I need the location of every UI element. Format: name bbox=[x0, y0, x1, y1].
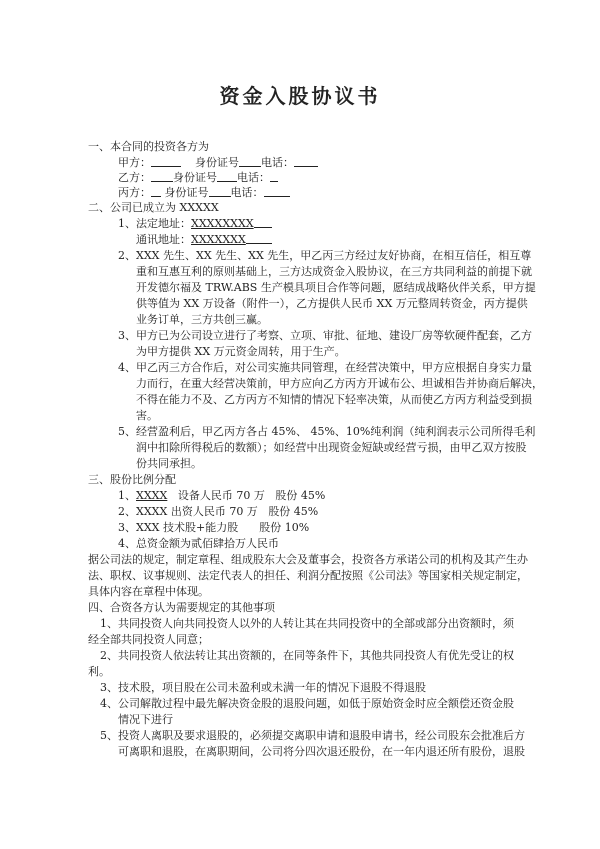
mail-address-blank bbox=[246, 232, 272, 244]
s4-item-1 bbox=[100, 616, 514, 631]
s4-item-1-num: 1、 bbox=[100, 617, 118, 630]
section-4-heading: 四、合资各方认为需要规定的其他事项 bbox=[88, 601, 275, 614]
s2-item-2-line-5: 业务订单，三方共创三赢。 bbox=[136, 313, 268, 326]
party-bing-line bbox=[118, 185, 290, 200]
share-row-4-num: 4、 bbox=[118, 537, 136, 550]
section-3-heading: 三、股份比例分配 bbox=[88, 473, 176, 486]
party-bing-label: 丙方： bbox=[118, 186, 151, 199]
section-1-heading: 一、本合同的投资各方为 bbox=[88, 140, 209, 153]
section-2-heading: 二、公司已成立为 XXXXX bbox=[88, 201, 219, 214]
party-jia-tel-label: 电话： bbox=[261, 156, 294, 169]
s2-item-4-line-4: 害。 bbox=[136, 409, 158, 422]
party-jia-label: 甲方： bbox=[118, 156, 151, 169]
s2-item-2-num: 2、 bbox=[118, 249, 136, 262]
s2-item-2-line-3: 开发德尔福及 TRW.ABS 生产模具项目合作等问题，愿结成战略伙伴关系，甲方提 bbox=[136, 281, 536, 294]
s2-item-5 bbox=[118, 424, 535, 439]
s4-item-3 bbox=[100, 680, 426, 695]
s2-item-3 bbox=[118, 328, 532, 343]
s4-item-5-num: 5、 bbox=[100, 729, 118, 742]
s4-item-2 bbox=[100, 648, 514, 663]
bing-name-blank bbox=[151, 185, 161, 197]
bing-tel-blank bbox=[264, 185, 290, 197]
s2-item-2-line-1: XXX 先生、XX 先生、XX 先生，甲乙丙三方经过友好协商，在相互信任，相互尊 bbox=[136, 249, 532, 262]
share-row-1-name: XXXX bbox=[136, 489, 168, 502]
s2-item-5-line-2: 润中扣除所得税后的数额）；如经营中出现资金短缺或经营亏损，由甲乙双方按股 bbox=[136, 441, 527, 454]
s2-item-4-line-3: 不得在能力不及、乙方丙方不知情的情况下轻率决策，从而使乙方丙方利益受到损 bbox=[136, 393, 532, 406]
jia-id-blank bbox=[239, 155, 261, 167]
s2-item-1 bbox=[118, 216, 272, 231]
share-row-1-share: 股份 45% bbox=[275, 489, 326, 502]
mail-address-line bbox=[136, 232, 272, 247]
legal-address-value: XXXXXXXX bbox=[191, 217, 254, 230]
s4-item-3-num: 3、 bbox=[100, 681, 118, 694]
share-row-2-text: XXXX 出资人民币 70 万 bbox=[136, 505, 258, 518]
party-bing-id-label: 身份证号 bbox=[164, 186, 209, 199]
para-line-1: 据公司法的规定，制定章程、组成股东大会及董事会，投资各方承诺公司的机构及其产生办 bbox=[88, 553, 528, 566]
party-jia-line bbox=[118, 155, 318, 170]
share-row-4-text: 总资金额为贰佰肆拾万人民币 bbox=[136, 537, 279, 550]
party-yi-id-label: 身份证号 bbox=[173, 171, 217, 184]
party-jia-id-label: 身份证号 bbox=[195, 156, 239, 169]
share-row-3-num: 3、 bbox=[118, 521, 136, 534]
s2-item-4-line-2: 力而行，在重大经营决策前，甲方应向乙方丙方开诚布公、坦诚相告并协商后解决， bbox=[136, 377, 543, 390]
share-row-3-text: XXX 技术股+能力股 bbox=[136, 521, 239, 534]
s4-item-5 bbox=[100, 728, 525, 743]
share-row-1 bbox=[118, 488, 325, 503]
s4-item-1-line-1: 共同投资人向共同投资人以外的人转让其在共同投资中的全部或部分出资额时，须 bbox=[118, 617, 514, 630]
yi-tel-blank bbox=[270, 170, 278, 182]
s2-item-2-line-4: 供等值为 XX 万设备（附件一），乙方提供人民币 XX 万元整周转资金，丙方提供 bbox=[136, 297, 528, 310]
s4-item-2-num: 2、 bbox=[100, 649, 118, 662]
yi-name-blank bbox=[151, 170, 173, 182]
s4-item-5-line-2: 可离职和退股，在离职期间，公司将分四次退还股份，在一年内退还所有股份，退股 bbox=[118, 745, 525, 758]
share-row-3-share: 股份 10% bbox=[259, 521, 310, 534]
share-row-3 bbox=[118, 520, 309, 535]
s2-item-2-line-2: 重和互惠互利的原则基础上，三方达成资金入股协议，在三方共同利益的前提下就 bbox=[136, 265, 532, 278]
s2-item-3-line-2: 为甲方提供 XX 万元资金周转，用于生产。 bbox=[136, 345, 346, 358]
s4-item-4 bbox=[100, 696, 514, 711]
share-row-2-num: 2、 bbox=[118, 505, 136, 518]
document-title: 资金入股协议书 bbox=[219, 84, 381, 108]
share-row-2-share: 股份 45% bbox=[268, 505, 319, 518]
s2-item-3-num: 3、 bbox=[118, 329, 136, 342]
para-line-2: 法、职权、议事规则、法定代表人的担任、利润分配按照《公司法》等国家相关规定制定， bbox=[88, 569, 528, 582]
s2-item-2 bbox=[118, 248, 531, 263]
party-yi-tel-label: 电话： bbox=[237, 171, 270, 184]
s4-item-3-line-1: 技术股，项目股在公司未盈利或未满一年的情况下退股不得退股 bbox=[118, 681, 426, 694]
s4-item-1-line-2: 经全部共同投资人同意； bbox=[88, 633, 209, 646]
party-yi-label: 乙方： bbox=[118, 171, 151, 184]
share-row-4 bbox=[118, 536, 279, 551]
share-row-1-num: 1、 bbox=[118, 489, 136, 502]
s4-item-4-num: 4、 bbox=[100, 697, 118, 710]
s2-item-5-num: 5、 bbox=[118, 425, 136, 438]
s2-item-4-line-1: 甲乙丙三方合作后，对公司实施共同管理，在经营决策中，甲方应根据自身实力量 bbox=[136, 361, 532, 374]
s2-item-4 bbox=[118, 360, 532, 375]
mail-address-label: 通讯地址： bbox=[136, 233, 191, 246]
share-row-2 bbox=[118, 504, 318, 519]
share-row-1-text: 设备人民币 70 万 bbox=[177, 489, 265, 502]
yi-id-blank bbox=[217, 170, 237, 182]
s4-item-2-line-1: 共同投资人依法转让其出资额的，在同等条件下，其他共同投资人有优先受让的权 bbox=[118, 649, 514, 662]
s2-item-1-num: 1、 bbox=[118, 217, 136, 230]
s4-item-5-line-1: 投资人离职及要求退股的，必须提交离职申请和退股申请书，经公司股东会批准后方 bbox=[118, 729, 525, 742]
s2-item-5-line-3: 份共同承担。 bbox=[136, 457, 202, 470]
legal-address-blank bbox=[254, 216, 272, 228]
s2-item-4-num: 4、 bbox=[118, 361, 136, 374]
party-yi-line bbox=[118, 170, 278, 185]
jia-name-blank bbox=[151, 155, 181, 167]
mail-address-value: XXXXXXX bbox=[191, 233, 246, 246]
legal-address-label: 法定地址： bbox=[136, 217, 191, 230]
para-line-3: 具体内容在章程中体现。 bbox=[88, 585, 209, 598]
s4-item-4-line-2: 情况下进行 bbox=[118, 713, 173, 726]
s2-item-3-line-1: 甲方已为公司设立进行了考察、立项、审批、征地、建设厂房等软硬件配套，乙方 bbox=[136, 329, 532, 342]
s4-item-4-line-1: 公司解散过程中最先解决资金股的退股问题，如低于原始资金时应全额偿还资金股 bbox=[118, 697, 514, 710]
jia-tel-blank bbox=[294, 155, 318, 167]
s2-item-5-line-1: 经营盈利后，甲乙丙方各占 45%、 45%、10%纯利润（纯利润表示公司所得毛利 bbox=[136, 425, 536, 438]
bing-id-blank bbox=[209, 185, 231, 197]
party-bing-tel-label: 电话： bbox=[230, 186, 264, 199]
s4-item-2-line-2: 利。 bbox=[88, 665, 110, 678]
